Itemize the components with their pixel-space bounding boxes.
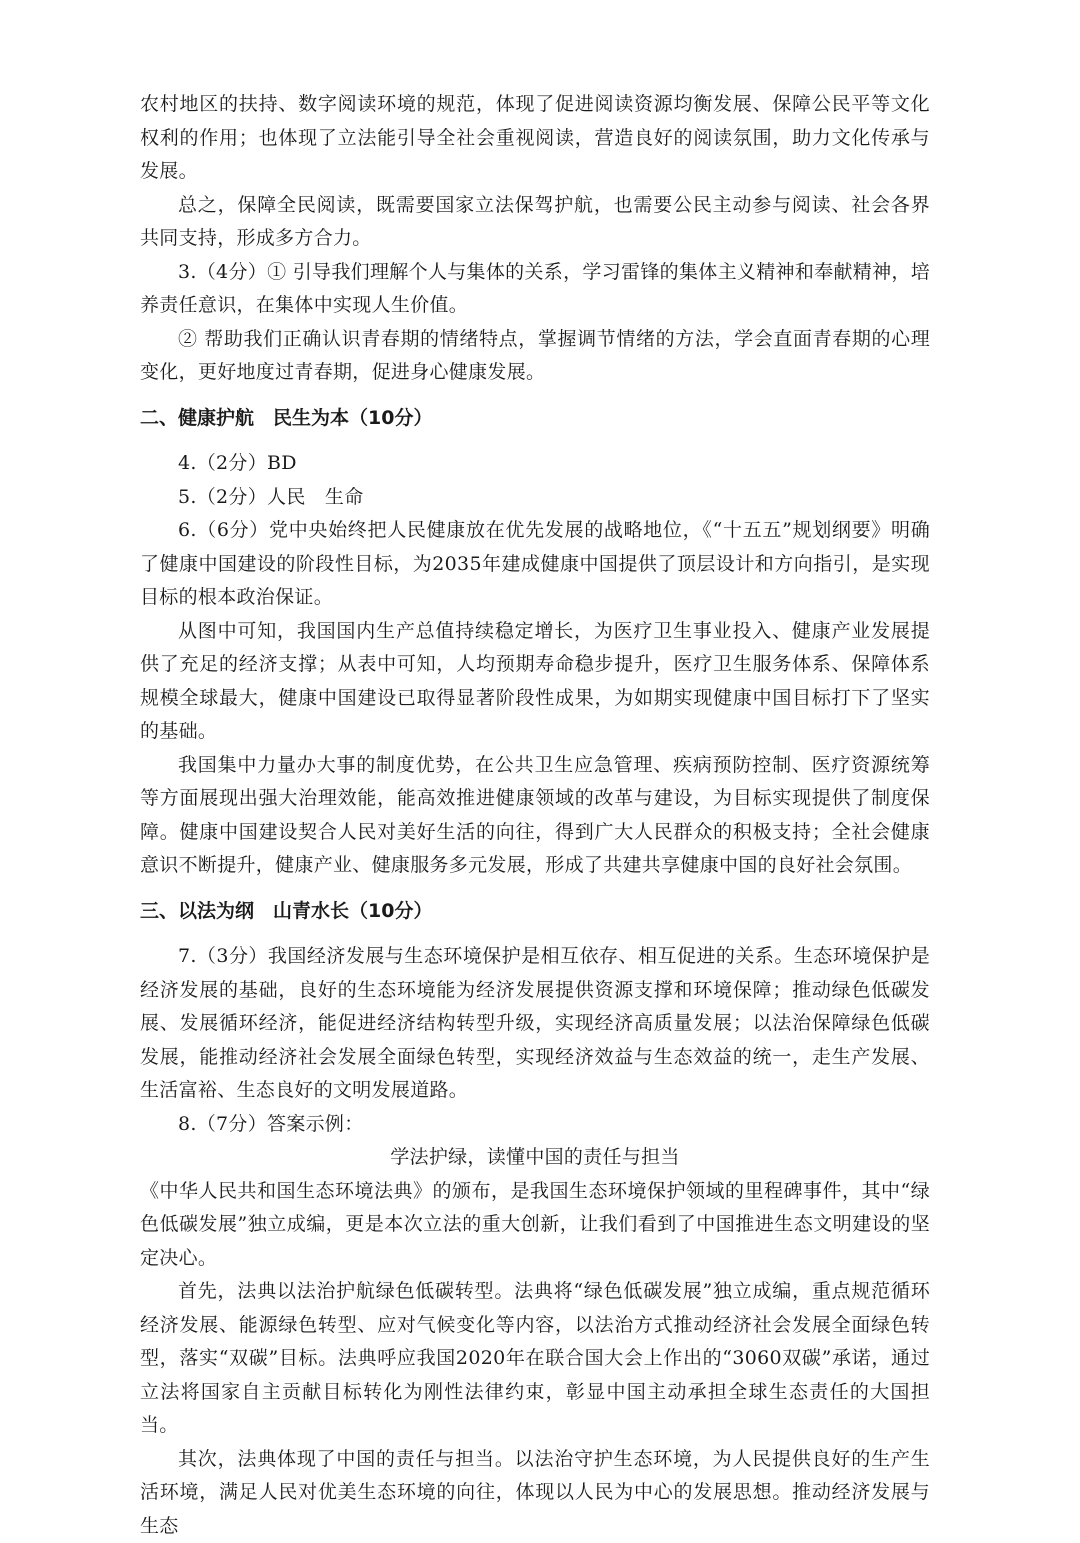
answer-q4: 4.（2分）BD bbox=[140, 447, 930, 481]
answer-q6-p2: 从图中可知，我国国内生产总值持续稳定增长，为医疗卫生事业投入、健康产业发展提供了充足的经济支撑；从表中可知，人均预期寿命稳步提升，医疗卫生服务体系、保障体系规模全球最大，健康中国建设已取得显著阶段性成果，为如期实现健康中国目标打下了坚实的基础。 bbox=[140, 615, 930, 749]
answer-content bbox=[140, 88, 930, 1543]
essay-paragraph-2: 首先，法典以法治护航绿色低碳转型。法典将“绿色低碳发展”独立成编，重点规范循环经济发展、能源绿色转型、应对气候变化等内容，以法治方式推动经济社会发展全面绿色转型，落实“双碳”目标。法典呼应我国2020年在联合国大会上作出的“3060双碳”承诺，通过立法将国家自主贡献目标转化为刚性法律约束，彰显中国主动承担全球生态责任的大国担当。 bbox=[140, 1275, 930, 1443]
answer-q8-label: 8.（7分）答案示例： bbox=[140, 1108, 930, 1142]
essay-paragraph-3: 其次，法典体现了中国的责任与担当。以法治守护生态环境，为人民提供良好的生产生活环境，满足人民对优美生态环境的向往，体现以人民为中心的发展思想。推动经济发展与生态 bbox=[140, 1443, 930, 1543]
paragraph-summary: 总之，保障全民阅读，既需要国家立法保驾护航，也需要公民主动参与阅读、社会各界共同支持，形成多方合力。 bbox=[140, 189, 930, 256]
section2-heading: 二、健康护航 民生为本（10分） bbox=[140, 402, 930, 436]
answer-q7: 7.（3分）我国经济发展与生态环境保护是相互依存、相互促进的关系。生态环境保护是经济发展的基础，良好的生态环境能为经济发展提供资源支撑和环境保障；推动绿色低碳发展、发展循环经济，能促进经济结构转型升级，实现经济高质量发展；以法治保障绿色低碳发展，能推动经济社会发展全面绿色转型，实现经济效益与生态效益的统一，走生产发展、生活富裕、生态良好的文明发展道路。 bbox=[140, 940, 930, 1108]
essay-paragraph-1: 《中华人民共和国生态环境法典》的颁布，是我国生态环境保护领域的里程碑事件，其中“绿色低碳发展”独立成编，更是本次立法的重大创新，让我们看到了中国推进生态文明建设的坚定决心。 bbox=[140, 1175, 930, 1276]
section3-heading: 三、以法为纲 山青水长（10分） bbox=[140, 895, 930, 929]
answer-q3-point1: 3.（4分）① 引导我们理解个人与集体的关系，学习雷锋的集体主义精神和奉献精神，培养责任意识，在集体中实现人生价值。 bbox=[140, 256, 930, 323]
answer-q3-point2: ② 帮助我们正确认识青春期的情绪特点，掌握调节情绪的方法，学会直面青春期的心理变化，更好地度过青春期，促进身心健康发展。 bbox=[140, 323, 930, 390]
essay-title: 学法护绿，读懂中国的责任与担当 bbox=[140, 1141, 930, 1175]
answer-q6-p3: 我国集中力量办大事的制度优势，在公共卫生应急管理、疾病预防控制、医疗资源统筹等方面展现出强大治理效能，能高效推进健康领域的改革与建设，为目标实现提供了制度保障。健康中国建设契合人民对美好生活的向往，得到广大人民群众的积极支持；全社会健康意识不断提升，健康产业、健康服务多元发展，形成了共建共享健康中国的良好社会氛围。 bbox=[140, 749, 930, 883]
answer-q6-p1: 6.（6分）党中央始终把人民健康放在优先发展的战略地位，《“十五五”规划纲要》明确了健康中国建设的阶段性目标，为2035年建成健康中国提供了顶层设计和方向指引，是实现目标的根本政治保证。 bbox=[140, 514, 930, 615]
answer-q5: 5.（2分）人民 生命 bbox=[140, 481, 930, 515]
paragraph-intro: 农村地区的扶持、数字阅读环境的规范，体现了促进阅读资源均衡发展、保障公民平等文化权利的作用；也体现了立法能引导全社会重视阅读，营造良好的阅读氛围，助力文化传承与发展。 bbox=[140, 88, 930, 189]
